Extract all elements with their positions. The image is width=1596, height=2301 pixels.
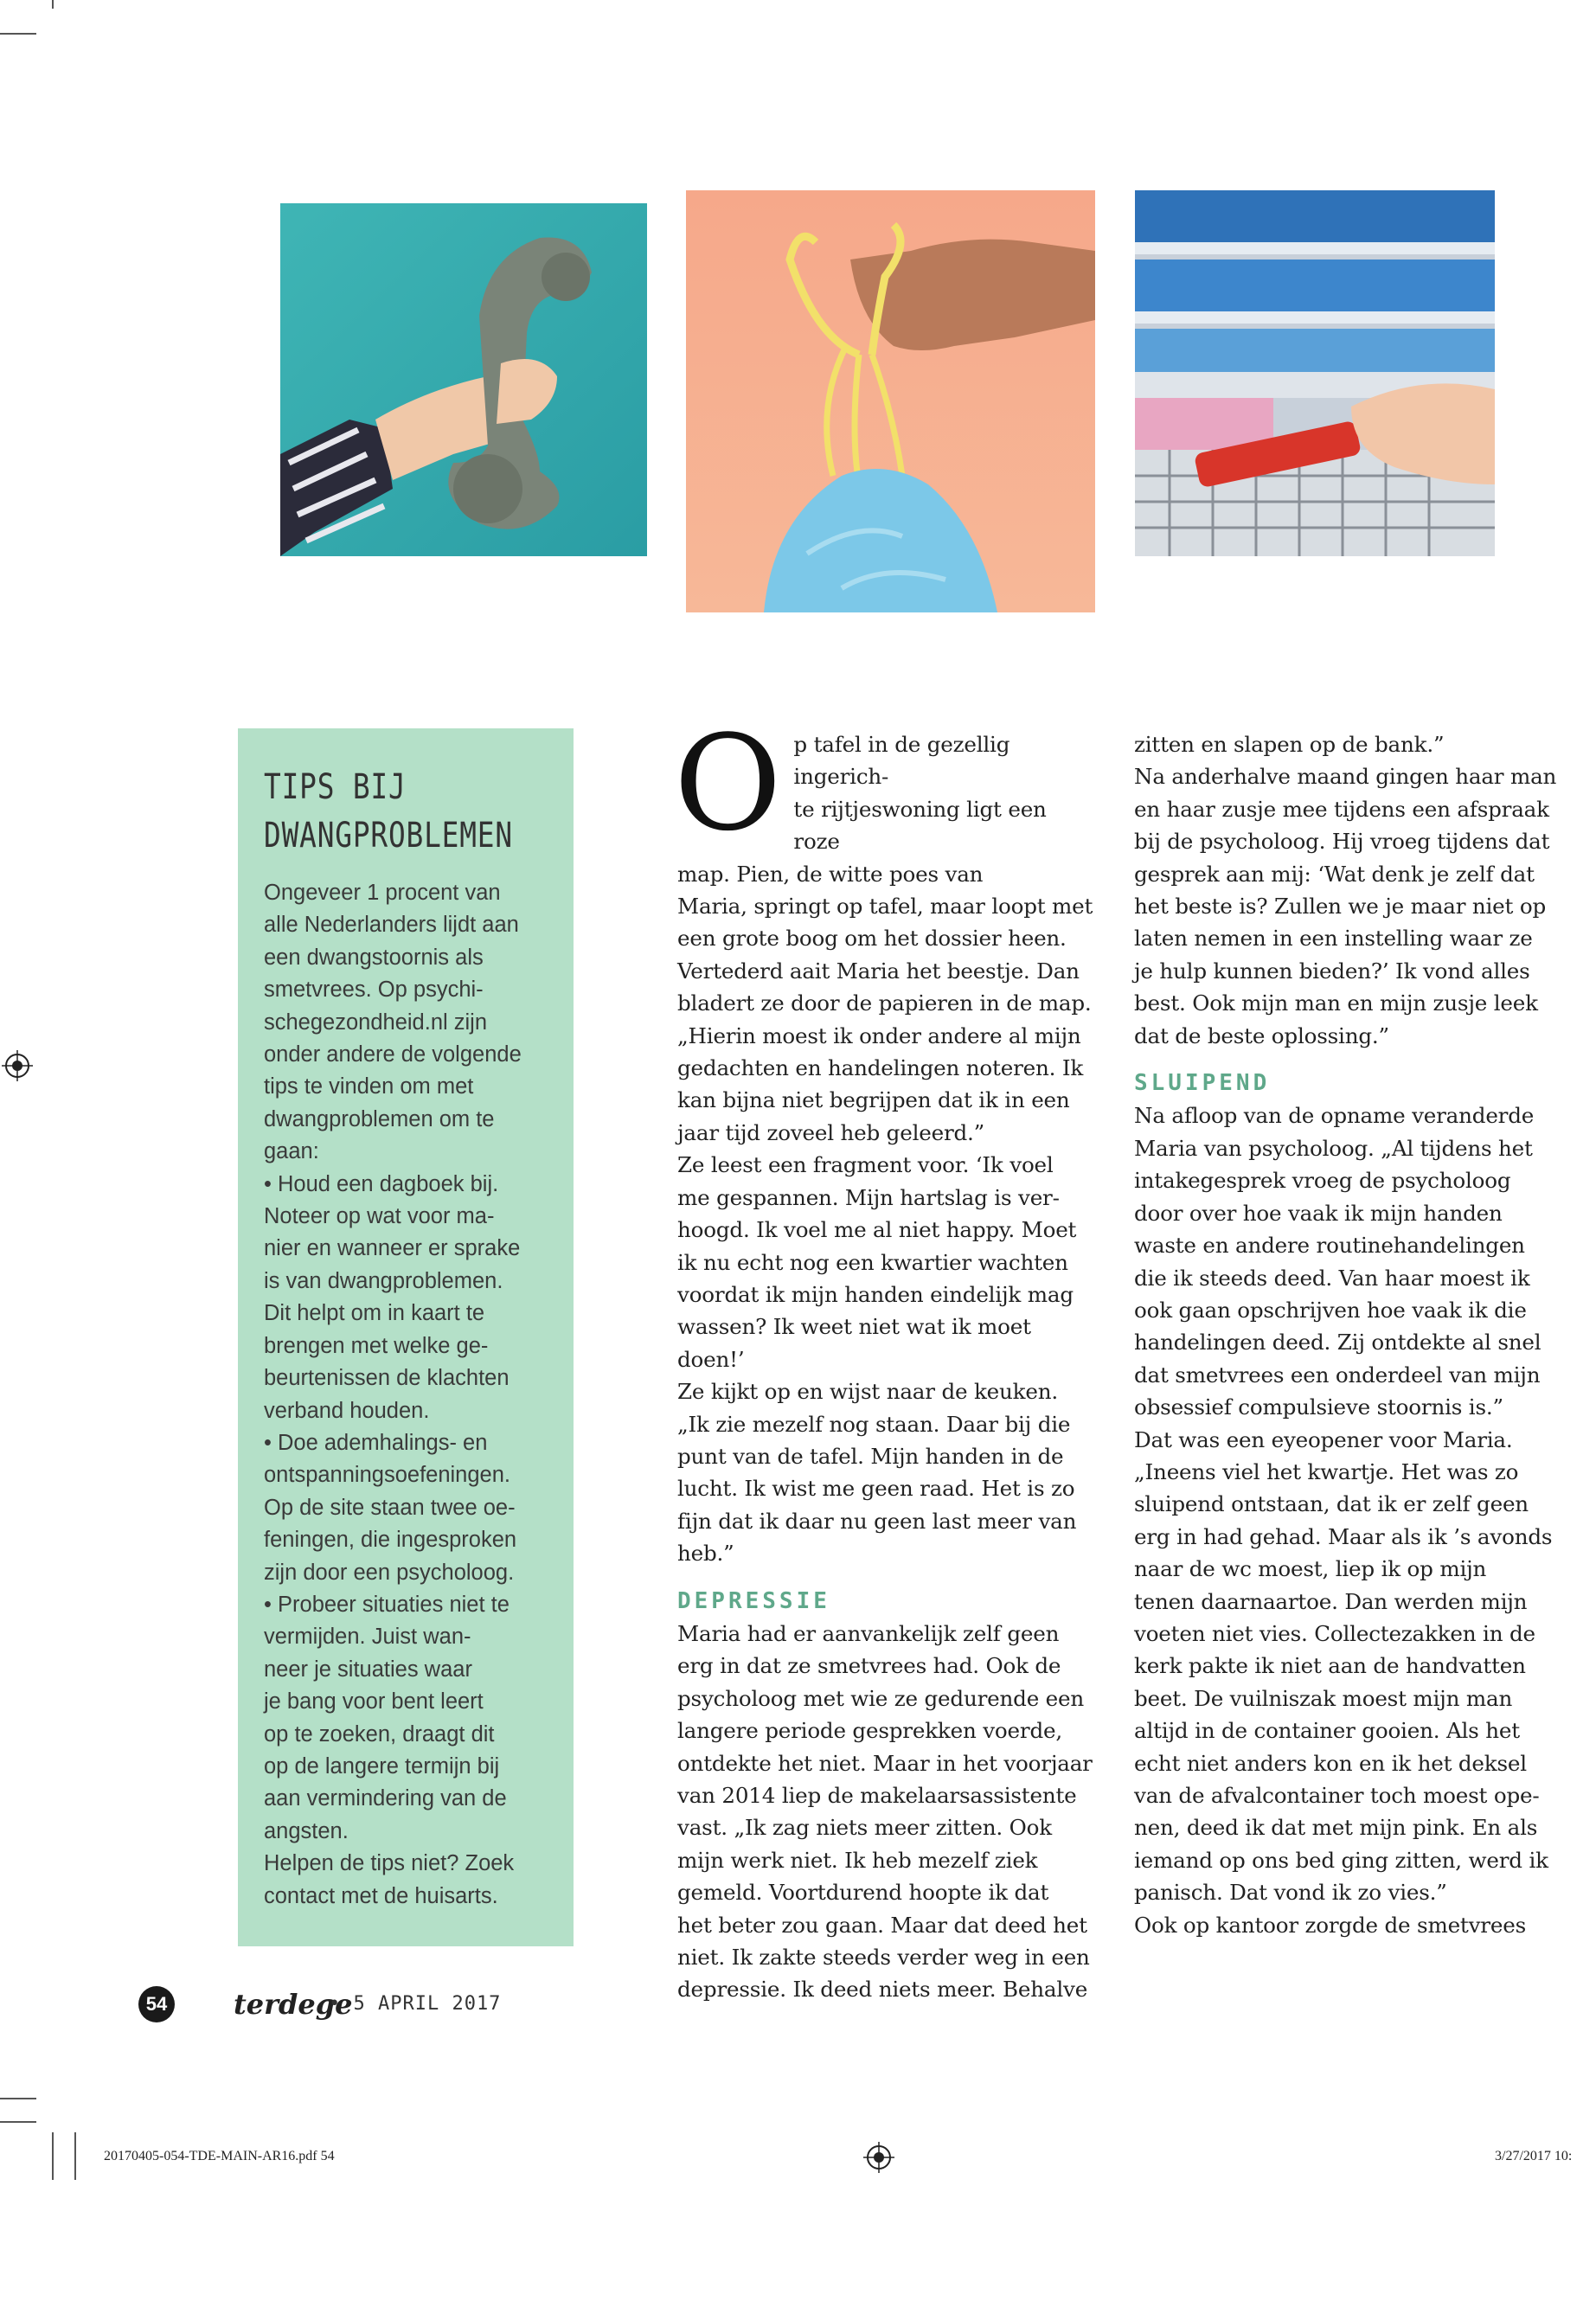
article-line: psycholoog met wie ze gedurende een [677, 1685, 1085, 1711]
article-line: laten nemen in een instelling waar ze [1134, 926, 1533, 952]
article-line: van de afvalcontainer toch moest ope- [1134, 1783, 1540, 1808]
crop-mark [52, 0, 54, 9]
sidebar-line: op te zoeken, draagt dit [264, 1721, 495, 1747]
article-line: intakegesprek vroeg de psycholoog [1134, 1168, 1511, 1194]
sidebar-title [264, 763, 561, 860]
sidebar-line: gaan: [264, 1139, 319, 1164]
crop-mark [0, 2121, 36, 2123]
article-line: lucht. Ik wist me geen raad. Het is zo [677, 1476, 1075, 1502]
sidebar-line: tips te vinden om met [264, 1074, 474, 1099]
article-line: jaar tijd zoveel heb geleerd.” [677, 1119, 985, 1145]
section-heading: SLUIPEND [1134, 1070, 1271, 1097]
article-line: die ik steeds deed. Van haar moest ik [1134, 1265, 1530, 1291]
article-line: naar de wc moest, liep ik op mijn [1134, 1556, 1487, 1582]
sidebar-line: nier en wanneer er sprake [264, 1236, 521, 1261]
sidebar-line: schegezondheid.nl zijn [264, 1009, 488, 1035]
shopping-cart-photo [1135, 190, 1495, 556]
sidebar-line: smetvrees. Op psychi- [264, 977, 484, 1003]
article-line: Ze kijkt op en wijst naar de keuken. [677, 1379, 1058, 1405]
article-line: voeten niet vies. Collectezakken in de [1134, 1620, 1535, 1646]
article-text [677, 1618, 1096, 2006]
article-line: ook gaan opschrijven hoe vaak ik die [1134, 1297, 1527, 1323]
article-line: „Ineens viel het kwartje. Het was zo [1134, 1458, 1519, 1484]
sidebar-line: dwangproblemen om te [264, 1106, 495, 1131]
article-line: bladert ze door de papieren in de map. [677, 990, 1092, 1016]
article-line: punt van de tafel. Mijn handen in de [677, 1443, 1064, 1469]
tips-sidebar [238, 728, 574, 1946]
article-line: nen, deed ik dat met mijn pink. En als [1134, 1815, 1538, 1841]
sidebar-line: Helpen de tips niet? Zoek [264, 1851, 515, 1876]
article-line: map. Pien, de witte poes van [677, 861, 984, 887]
crop-mark [0, 2098, 36, 2099]
article-line: fijn dat ik daar nu geen last meer van [677, 1508, 1077, 1534]
tip-item [264, 1169, 554, 1427]
drop-cap: O [674, 707, 782, 860]
telephone-handset-photo [280, 203, 647, 556]
print-slug-file: 20170405-054-TDE-MAIN-AR16.pdf 54 [104, 2149, 335, 2163]
article-line: niet. Ik zakte steeds verder weg in een [677, 1945, 1090, 1971]
article-line: obsessief compulsieve stoornis is.” [1134, 1394, 1503, 1420]
sidebar-line: angsten. [264, 1818, 349, 1843]
sidebar-line: op de langere termijn bij [264, 1753, 500, 1779]
article-line: Na afloop van de opname veranderde [1134, 1103, 1535, 1129]
article-line: erg in had gehad. Maar als ik ’s avonds [1134, 1523, 1553, 1549]
article-line: handelingen deed. Zij ontdekte al snel [1134, 1330, 1542, 1356]
crop-mark [52, 2132, 54, 2180]
sidebar-line: Ongeveer 1 procent van [264, 881, 501, 905]
article-line: dat smetvrees een onderdeel van mijn [1134, 1362, 1541, 1388]
article-line: kan bijna niet begrijpen dat ik in een [677, 1087, 1070, 1113]
sidebar-line: beurtenissen de klachten [264, 1366, 510, 1391]
article-line: voordat ik mijn handen eindelijk mag [677, 1281, 1074, 1307]
article-line: echt niet anders kon en ik het deksel [1134, 1750, 1527, 1776]
sidebar-line: Dit helpt om in kaart te [264, 1301, 485, 1326]
sidebar-line: een dwangstoornis als [264, 945, 484, 970]
article-line: Ook op kantoor zorgde de smetvrees [1134, 1912, 1526, 1938]
article-line: Ze leest een fragment voor. ‘Ik voel [677, 1152, 1054, 1178]
article-line: „Hierin moest ik onder andere al mijn [677, 1022, 1081, 1048]
sidebar-title-line: TIPS BIJ [264, 767, 407, 807]
article-line: waste en andere routinehandelingen [1134, 1233, 1525, 1259]
article-line: hoogd. Ik voel me al niet happy. Moet [677, 1217, 1077, 1243]
sidebar-line: Op de site staan twee oe- [264, 1495, 516, 1520]
article-line: zitten en slapen op de bank.” [1134, 732, 1445, 757]
article-line: ontdekte het niet. Maar in het voorjaar [677, 1750, 1093, 1776]
article-text [1134, 1099, 1561, 1941]
article-line: bij de psycholoog. Hij vroeg tijdens dat [1134, 829, 1550, 855]
sidebar-line: • Doe ademhalings- en [264, 1430, 488, 1455]
article-line: sluipend ontstaan, dat ik er zelf geen [1134, 1491, 1529, 1517]
article-line: Maria van psycholoog. „Al tijdens het [1134, 1135, 1533, 1161]
sidebar-line: vermijden. Juist wan- [264, 1625, 471, 1650]
article-line: dat de beste oplossing.” [1134, 1022, 1389, 1048]
article-line: me gespannen. Mijn hartslag is ver- [677, 1184, 1060, 1210]
article-line: wassen? Ik weet niet wat ik moet [677, 1314, 1031, 1340]
sidebar-title-line: DWANGPROBLEMEN [264, 816, 513, 856]
article-line: tenen daarnaartoe. Dan werden mijn [1134, 1588, 1528, 1614]
article-line: erg in dat ze smetvrees had. Ook de [677, 1653, 1061, 1679]
print-slug-date: 3/27/2017 10: [1495, 2149, 1573, 2163]
article-line: Dat was een eyeopener voor Maria. [1134, 1426, 1513, 1452]
article-line: het beste is? Zullen we je maar niet op [1134, 894, 1546, 920]
article-line: kerk pakte ik niet aan de handvatten [1134, 1653, 1526, 1679]
sidebar-line: ontspanningsoefeningen. [264, 1463, 510, 1488]
article-line: iemand op ons bed ging zitten, werd ik [1134, 1847, 1548, 1873]
article-text [1134, 728, 1561, 1052]
article-line: gesprek aan mij: ‘Wat denk je zelf dat [1134, 861, 1535, 887]
article-line: heb.” [677, 1541, 734, 1567]
article-line: je hulp kunnen bieden?’ Ik vond alles [1134, 958, 1530, 984]
registration-mark-icon [863, 2142, 894, 2173]
article-line: gemeld. Voortdurend hoopte ik dat [677, 1880, 1049, 1906]
issue-date: • 5 APRIL 2017 [329, 1993, 502, 2015]
registration-mark-icon [2, 1050, 33, 1081]
sidebar-line: aan vermindering van de [264, 1786, 507, 1811]
article-line: mijn werk niet. Ik heb mezelf ziek [677, 1847, 1038, 1873]
sidebar-line: feningen, die ingesproken [264, 1528, 517, 1553]
sidebar-line: is van dwangproblemen. [264, 1268, 503, 1293]
article-line: gedachten en handelingen noteren. Ik [677, 1055, 1084, 1081]
article-column-1 [674, 707, 1096, 2006]
article-line: van 2014 liep de makelaarsassistente [677, 1783, 1077, 1808]
article-line: „Ik zie mezelf nog staan. Daar bij die [677, 1411, 1071, 1437]
article-line: Maria had er aanvankelijk zelf geen [677, 1620, 1060, 1646]
sidebar-intro [264, 877, 554, 1169]
article-line: en haar zusje mee tijdens een afspraak [1134, 796, 1549, 822]
sidebar-line: • Houd een dagboek bij. [264, 1171, 499, 1196]
article-line: vast. „Ik zag niets meer zitten. Ook [677, 1815, 1052, 1841]
section-heading: DEPRESSIE [677, 1587, 830, 1614]
sidebar-line: brengen met welke ge- [264, 1333, 489, 1358]
sidebar-line: zijn door een psycholoog. [264, 1560, 515, 1585]
sidebar-outro [264, 1848, 554, 1913]
tip-item [264, 1589, 554, 1848]
sidebar-line: contact met de huisarts. [264, 1883, 498, 1908]
sidebar-line: je bang voor bent leert [264, 1689, 484, 1715]
article-line: door over hoe vaak ik mijn handen [1134, 1200, 1503, 1226]
article-line: Na anderhalve maand gingen haar man [1134, 764, 1557, 790]
crop-mark [74, 2132, 76, 2180]
article-line: altijd in de container gooien. Als het [1134, 1718, 1520, 1744]
article-line: p tafel in de gezellig ingerich- [793, 732, 1010, 790]
article-line: beet. De vuilniszak moest mijn man [1134, 1685, 1513, 1711]
article-line: panisch. Dat vond ik zo vies.” [1134, 1880, 1447, 1906]
sidebar-line: verband houden. [264, 1398, 430, 1423]
sidebar-line: neer je situaties waar [264, 1657, 472, 1682]
garbage-bag-photo [686, 190, 1095, 612]
article-line: Maria, springt op tafel, maar loopt met [677, 894, 1093, 920]
article-line: best. Ook mijn man en mijn zusje leek [1134, 990, 1538, 1016]
tip-item [264, 1427, 554, 1589]
article-line: depressie. Ik deed niets meer. Behalve [677, 1977, 1088, 2003]
article-line: een grote boog om het dossier heen. [677, 926, 1067, 952]
sidebar-line: Noteer op wat voor ma- [264, 1204, 495, 1229]
sidebar-line: alle Nederlanders lijdt aan [264, 913, 519, 938]
crop-mark [0, 33, 36, 35]
magazine-logo: terdege [234, 1988, 353, 2021]
sidebar-line: onder andere de volgende [264, 1042, 522, 1067]
article-line: te rijtjeswoning ligt een roze [793, 796, 1047, 855]
page-number: 54 [138, 1986, 175, 2022]
article-column-2 [1134, 728, 1561, 1941]
sidebar-line: • Probeer situaties niet te [264, 1592, 510, 1617]
article-line: Vertederd aait Maria het beestje. Dan [677, 958, 1080, 984]
article-line: ik nu echt nog een kwartier wachten [677, 1249, 1068, 1275]
sidebar-body [264, 877, 554, 1913]
article-line: doen!’ [677, 1346, 745, 1372]
article-line: langere periode gesprekken voerde, [677, 1718, 1062, 1744]
article-line: het beter zou gaan. Maar dat deed het [677, 1912, 1087, 1938]
